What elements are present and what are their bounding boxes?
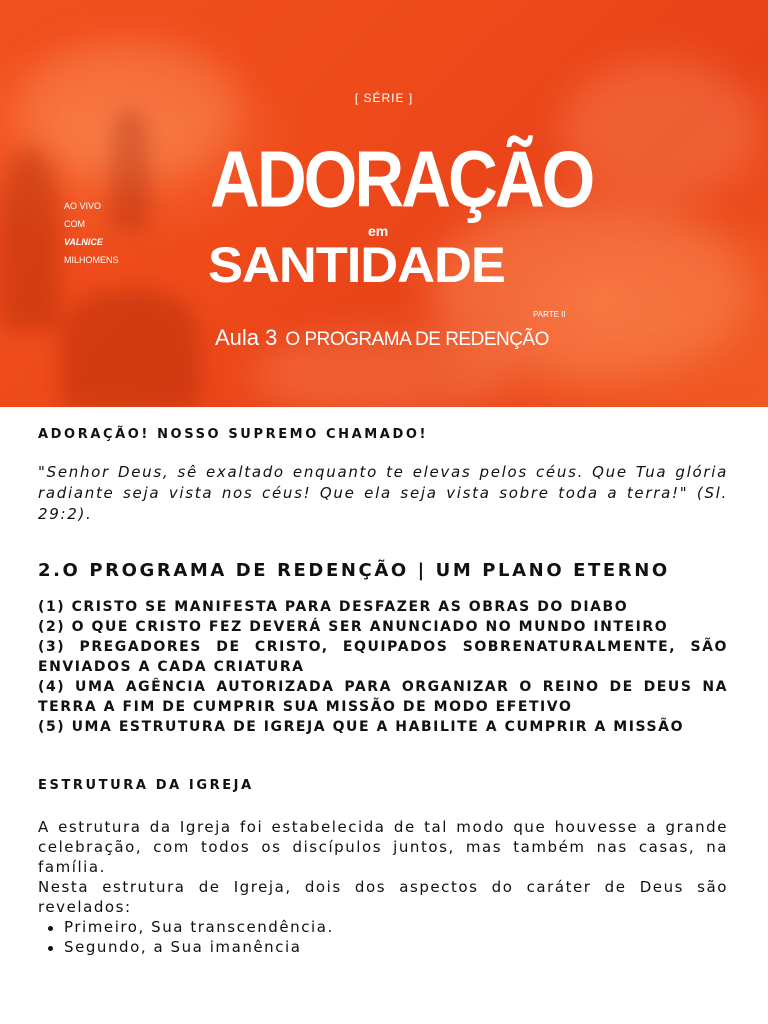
parte-label: PARTE II [533, 310, 566, 319]
list-item: Primeiro, Sua transcendência. [48, 917, 728, 937]
list-item: Segundo, a Sua imanência [48, 937, 728, 957]
paragraph: A estrutura da Igreja foi estabelecida de tal modo que houvesse a grande celebração, com todos os discípulos juntos, mas também nas casas, na família. [38, 818, 728, 876]
estrutura-text [38, 817, 728, 957]
point-item: (3) PREGADORES DE CRISTO, EQUIPADOS SOBRENATURALMENTE, SÃO ENVIADOS A CADA CRIATURA [38, 639, 728, 675]
host-last-name: MILHOMENS [64, 255, 119, 265]
paragraph: Nesta estrutura de Igreja, dois dos aspectos do caráter de Deus são revelados: [38, 878, 728, 916]
point-item: (2) O QUE CRISTO FEZ DEVERÁ SER ANUNCIADO NO MUNDO INTEIRO [38, 619, 669, 635]
section-heading-estrutura: ESTRUTURA DA IGREJA [38, 778, 254, 793]
point-item: (1) CRISTO SE MANIFESTA PARA DESFAZER AS OBRAS DO DIABO [38, 599, 629, 615]
header-banner [0, 0, 768, 407]
title-adoracao: ADORAÇÃO [210, 135, 593, 224]
scripture-quote: "Senhor Deus, sê exaltado enquanto te elevas pelos céus. Que Tua glória radiante seja vista nos céus! Que ela seja vista sobre toda a terra!" (Sl. 29:2). [38, 463, 728, 523]
title-santidade: SANTIDADE [208, 237, 505, 293]
live-with-block [64, 197, 119, 269]
lesson-title: O PROGRAMA DE REDENÇÃO [285, 329, 549, 350]
aspects-list [38, 917, 728, 957]
section-heading-programa: 2.O PROGRAMA DE REDENÇÃO | UM PLANO ETERNO [38, 560, 670, 581]
series-label: [ SÉRIE ] [354, 91, 414, 105]
with-line: COM [64, 219, 85, 229]
point-item: (4) UMA AGÊNCIA AUTORIZADA PARA ORGANIZAR O REINO DE DEUS NA TERRA A FIM DE CUMPRIR SUA MISSÃO DE MODO EFETIVO [38, 679, 728, 715]
lesson-number: Aula 3 [215, 325, 278, 350]
lesson-subtitle [215, 325, 549, 351]
title-em: em [368, 223, 389, 239]
section-heading-adoracao: ADORAÇÃO! NOSSO SUPREMO CHAMADO! [38, 427, 429, 442]
live-line: AO VIVO [64, 201, 102, 211]
point-item: (5) UMA ESTRUTURA DE IGREJA QUE A HABILITE A CUMPRIR A MISSÃO [38, 719, 685, 735]
host-first-name: VALNICE [64, 237, 103, 247]
redemption-points [38, 597, 728, 737]
